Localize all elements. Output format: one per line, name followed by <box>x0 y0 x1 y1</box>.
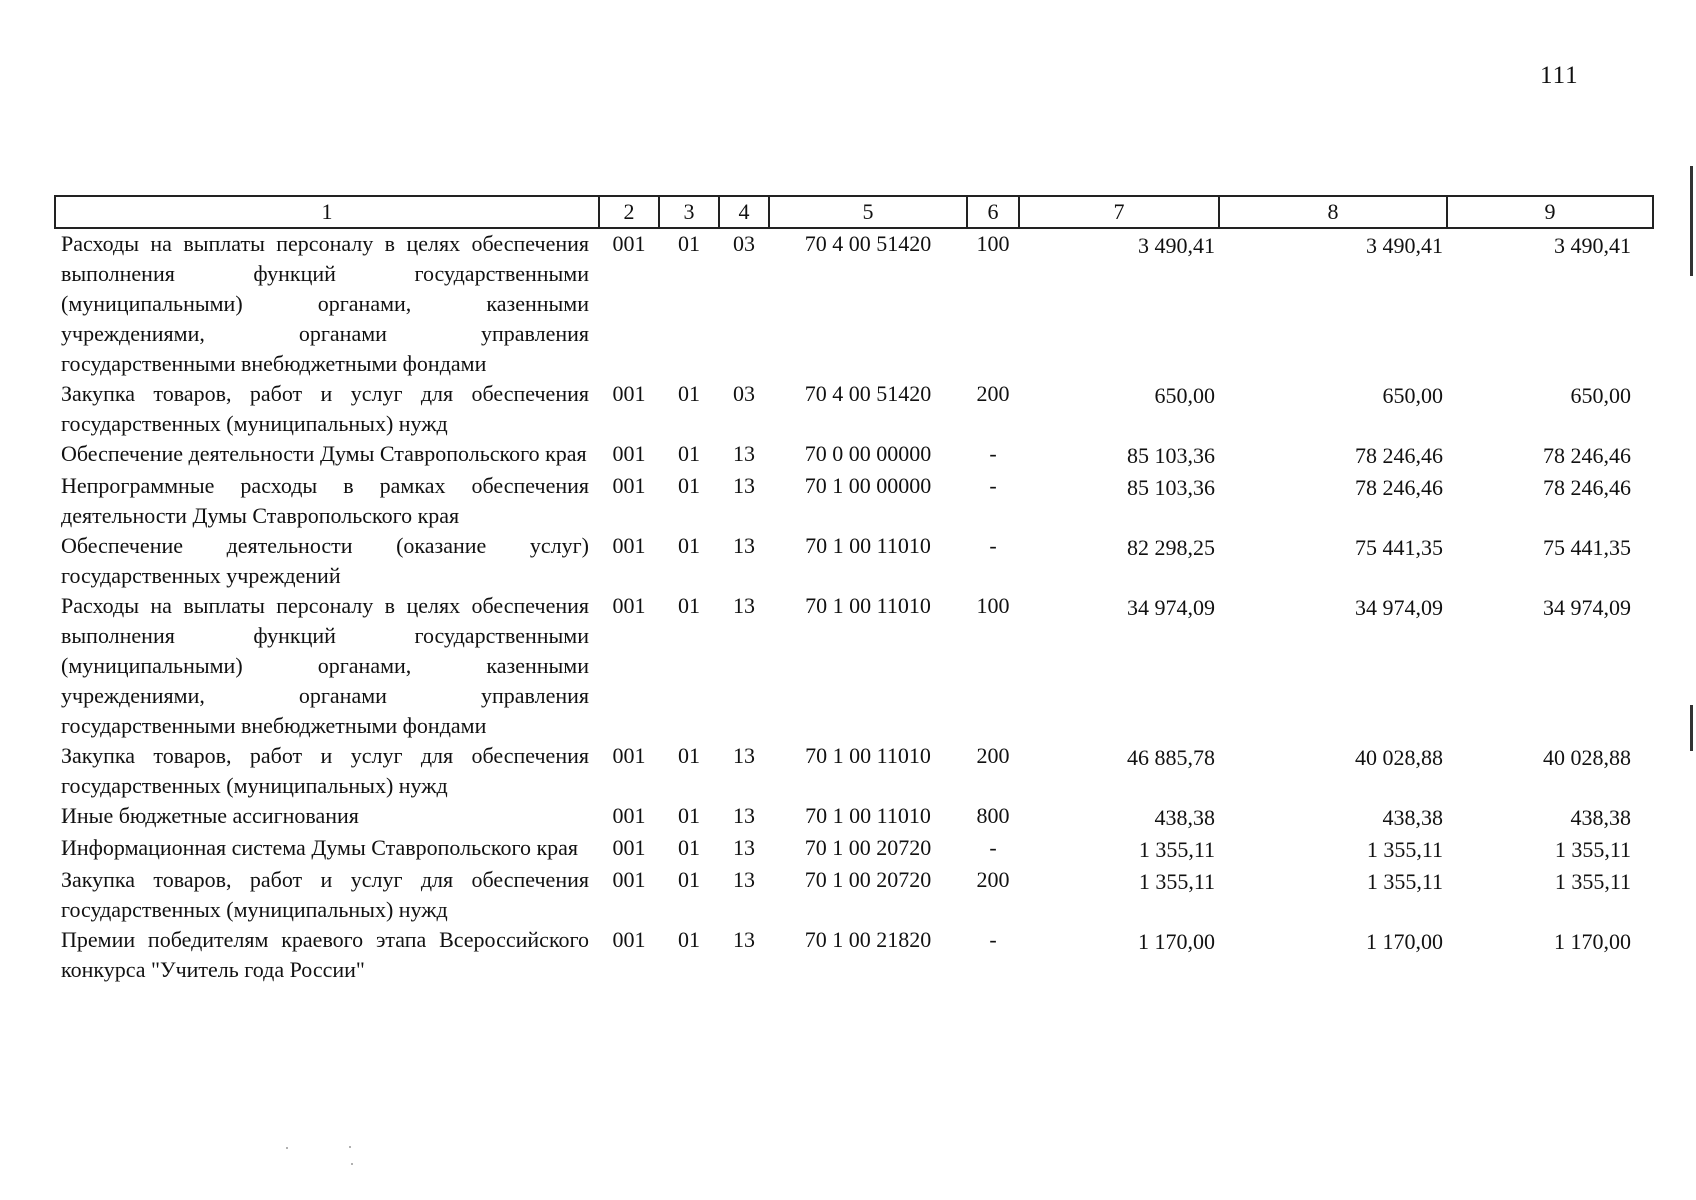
row-amount-col7: 46 885,78 <box>1127 745 1215 770</box>
row-section-code: 01 <box>678 927 700 952</box>
row-amount-col8: 34 974,09 <box>1355 595 1443 620</box>
column-header-1: 1 <box>55 196 599 228</box>
row-description: Информационная система Думы Ставропольского края <box>61 835 579 860</box>
row-ministry-code: 001 <box>612 803 646 828</box>
row-ministry-code: 001 <box>612 927 646 952</box>
row-ministry-code: 001 <box>612 743 646 768</box>
row-ministry-code: 001 <box>612 835 646 860</box>
row-section-code: 01 <box>678 743 700 768</box>
row-ministry-code: 001 <box>612 381 646 406</box>
row-amount-col9: 78 246,46 <box>1543 475 1631 500</box>
table-row <box>55 439 1653 471</box>
row-subsection-code: 03 <box>733 381 755 406</box>
table-row <box>55 531 1653 591</box>
table-row <box>55 801 1653 833</box>
row-ministry-code: 001 <box>612 473 646 498</box>
row-expense-type: 100 <box>976 593 1010 618</box>
row-target-article: 70 1 00 20720 <box>804 835 932 860</box>
row-description: Иные бюджетные ассигнования <box>61 803 359 828</box>
row-description: Расходы на выплаты персоналу в целях обеспечения выполнения функций государственными (муниципальными) органами, казенными учреждениями, органами управления государственными внебюджетными фондами <box>61 593 589 738</box>
scan-edge-mark <box>1690 705 1693 751</box>
row-expense-type: 200 <box>976 867 1010 892</box>
table-row <box>55 925 1653 985</box>
budget-table <box>54 195 1654 985</box>
row-amount-col7: 3 490,41 <box>1138 233 1215 258</box>
column-header-7: 7 <box>1019 196 1219 228</box>
row-expense-type: 200 <box>976 381 1010 406</box>
row-section-code: 01 <box>678 593 700 618</box>
table-row <box>55 865 1653 925</box>
row-amount-col7: 438,38 <box>1154 805 1215 830</box>
row-description: Непрограммные расходы в рамках обеспечения деятельности Думы Ставропольского края <box>61 473 589 528</box>
column-header-8: 8 <box>1219 196 1447 228</box>
scan-speck <box>286 1147 288 1149</box>
row-amount-col9: 78 246,46 <box>1543 443 1631 468</box>
row-subsection-code: 13 <box>733 593 755 618</box>
table-row <box>55 591 1653 741</box>
row-section-code: 01 <box>678 867 700 892</box>
row-subsection-code: 03 <box>733 231 755 256</box>
row-amount-col8: 75 441,35 <box>1355 535 1443 560</box>
row-subsection-code: 13 <box>733 835 755 860</box>
row-amount-col7: 82 298,25 <box>1127 535 1215 560</box>
scan-speck <box>349 1146 351 1148</box>
row-amount-col9: 650,00 <box>1570 383 1631 408</box>
row-amount-col9: 1 355,11 <box>1554 869 1631 894</box>
row-section-code: 01 <box>678 231 700 256</box>
table-body <box>55 228 1653 985</box>
header-row <box>55 196 1653 228</box>
row-ministry-code: 001 <box>612 441 646 466</box>
row-expense-type: 200 <box>976 743 1010 768</box>
row-amount-col9: 1 355,11 <box>1554 837 1631 862</box>
row-amount-col7: 1 355,11 <box>1138 869 1215 894</box>
row-amount-col8: 1 170,00 <box>1366 929 1443 954</box>
row-amount-col8: 650,00 <box>1382 383 1443 408</box>
column-header-2: 2 <box>599 196 659 228</box>
row-amount-col7: 85 103,36 <box>1127 475 1215 500</box>
table-row <box>55 228 1653 379</box>
row-ministry-code: 001 <box>612 533 646 558</box>
column-header-3: 3 <box>659 196 719 228</box>
row-amount-col9: 1 170,00 <box>1554 929 1631 954</box>
row-amount-col9: 34 974,09 <box>1543 595 1631 620</box>
row-amount-col8: 40 028,88 <box>1355 745 1443 770</box>
table-row <box>55 379 1653 439</box>
row-section-code: 01 <box>678 381 700 406</box>
row-expense-type: - <box>989 927 997 952</box>
table-row <box>55 741 1653 801</box>
column-header-4: 4 <box>719 196 769 228</box>
row-amount-col7: 1 170,00 <box>1138 929 1215 954</box>
row-amount-col9: 3 490,41 <box>1554 233 1631 258</box>
row-target-article: 70 0 00 00000 <box>804 441 932 466</box>
row-description: Закупка товаров, работ и услуг для обеспечения государственных (муниципальных) нужд <box>61 381 589 436</box>
column-header-6: 6 <box>967 196 1019 228</box>
row-target-article: 70 4 00 51420 <box>804 231 932 256</box>
row-expense-type: - <box>989 441 997 466</box>
column-header-5: 5 <box>769 196 967 228</box>
row-target-article: 70 1 00 11010 <box>805 593 931 618</box>
row-expense-type: - <box>989 835 997 860</box>
row-target-article: 70 1 00 11010 <box>805 803 931 828</box>
row-section-code: 01 <box>678 441 700 466</box>
row-amount-col9: 438,38 <box>1570 805 1631 830</box>
row-subsection-code: 13 <box>733 533 755 558</box>
row-amount-col8: 1 355,11 <box>1366 869 1443 894</box>
table-row <box>55 833 1653 865</box>
row-subsection-code: 13 <box>733 927 755 952</box>
table-row <box>55 471 1653 531</box>
scan-edge-mark <box>1690 166 1693 276</box>
row-description: Премии победителям краевого этапа Всероссийского конкурса "Учитель года России" <box>61 927 589 982</box>
row-amount-col7: 85 103,36 <box>1127 443 1215 468</box>
row-description: Обеспечение деятельности (оказание услуг) государственных учреждений <box>61 533 589 588</box>
row-amount-col7: 34 974,09 <box>1127 595 1215 620</box>
row-amount-col7: 1 355,11 <box>1138 837 1215 862</box>
row-amount-col9: 40 028,88 <box>1543 745 1631 770</box>
row-target-article: 70 4 00 51420 <box>804 381 932 406</box>
row-subsection-code: 13 <box>733 473 755 498</box>
scan-speck <box>351 1163 353 1165</box>
row-expense-type: 800 <box>976 803 1010 828</box>
row-amount-col7: 650,00 <box>1154 383 1215 408</box>
row-subsection-code: 13 <box>733 743 755 768</box>
row-target-article: 70 1 00 11010 <box>805 743 931 768</box>
row-ministry-code: 001 <box>612 231 646 256</box>
row-expense-type: - <box>989 473 997 498</box>
row-expense-type: - <box>989 533 997 558</box>
row-target-article: 70 1 00 20720 <box>804 867 932 892</box>
row-amount-col8: 78 246,46 <box>1355 475 1443 500</box>
row-ministry-code: 001 <box>612 867 646 892</box>
row-target-article: 70 1 00 11010 <box>805 533 931 558</box>
row-section-code: 01 <box>678 835 700 860</box>
row-section-code: 01 <box>678 533 700 558</box>
row-section-code: 01 <box>678 803 700 828</box>
row-subsection-code: 13 <box>733 867 755 892</box>
row-amount-col8: 1 355,11 <box>1366 837 1443 862</box>
row-section-code: 01 <box>678 473 700 498</box>
row-target-article: 70 1 00 00000 <box>804 473 932 498</box>
row-ministry-code: 001 <box>612 593 646 618</box>
row-description: Расходы на выплаты персоналу в целях обеспечения выполнения функций государственными (муниципальными) органами, казенными учреждениями, органами управления государственными внебюджетными фондами <box>61 231 589 376</box>
page-number: 111 <box>1540 62 1579 89</box>
row-expense-type: 100 <box>976 231 1010 256</box>
row-description: Обеспечение деятельности Думы Ставропольского края <box>61 441 587 466</box>
row-amount-col8: 3 490,41 <box>1366 233 1443 258</box>
row-amount-col8: 78 246,46 <box>1355 443 1443 468</box>
row-subsection-code: 13 <box>733 803 755 828</box>
row-target-article: 70 1 00 21820 <box>804 927 932 952</box>
column-header-9: 9 <box>1447 196 1653 228</box>
row-subsection-code: 13 <box>733 441 755 466</box>
row-amount-col8: 438,38 <box>1382 805 1443 830</box>
row-amount-col9: 75 441,35 <box>1543 535 1631 560</box>
row-description: Закупка товаров, работ и услуг для обеспечения государственных (муниципальных) нужд <box>61 743 589 798</box>
row-description: Закупка товаров, работ и услуг для обеспечения государственных (муниципальных) нужд <box>61 867 589 922</box>
